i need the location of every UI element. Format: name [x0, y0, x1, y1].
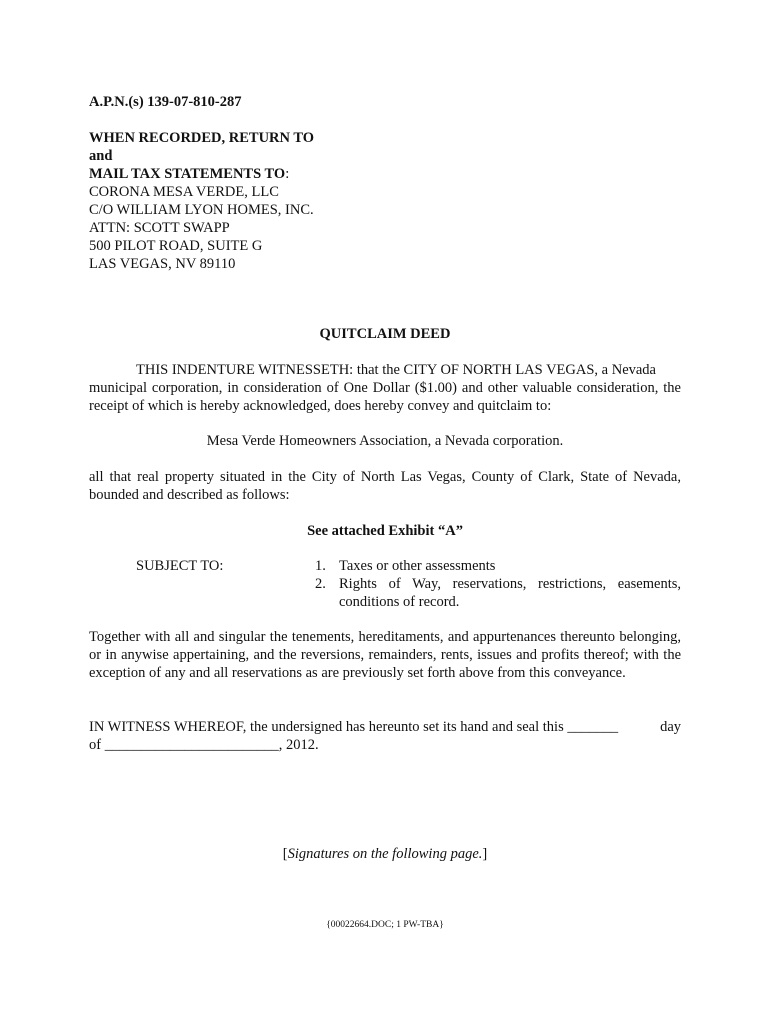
- mail-tax-heading-text: MAIL TAX STATEMENTS TO: [89, 166, 286, 182]
- return-heading: WHEN RECORDED, RETURN TO: [89, 130, 315, 146]
- signatures-note-text: Signatures on the following page.: [287, 846, 483, 862]
- subject-to-list: [315, 557, 681, 611]
- list-item-text: Taxes or other assessments: [339, 558, 496, 574]
- address-line: LAS VEGAS, NV 89110: [89, 256, 236, 272]
- witness-line-1-end: day: [660, 719, 681, 735]
- bracket-close: ]: [482, 846, 488, 862]
- grantee-line: Mesa Verde Homeowners Association, a Nevada corporation.: [206, 433, 564, 449]
- signatures-note: [89, 845, 681, 863]
- address-line: CORONA MESA VERDE, LLC: [89, 184, 279, 200]
- indenture-paragraph: [89, 361, 681, 415]
- list-item-number: 2.: [315, 576, 326, 592]
- return-and: and: [89, 148, 113, 164]
- exhibit-reference: See attached Exhibit “A”: [307, 523, 463, 539]
- property-paragraph: all that real property situated in the City of North Las Vegas, County of Clark, State of Nevada, bounded and described as follows:: [89, 469, 681, 503]
- document-footer: {00022664.DOC; 1 PW-TBA}: [326, 920, 444, 930]
- indenture-first-line: THIS INDENTURE WITNESSETH: that the CITY OF NORTH LAS VEGAS, a Nevada: [136, 362, 656, 378]
- list-item: [315, 557, 681, 575]
- witness-line-2: of ________________________, 2012.: [89, 737, 319, 753]
- appurtenances-paragraph: Together with all and singular the tenements, hereditaments, and appurtenances thereunto belonging, or in anywise appertaining, and the reversions, remainders, rents, issues and profits thereof; with the exception of any and all reservations as are previously set forth above from this conveyance.: [89, 629, 681, 681]
- witness-line-1: [89, 718, 681, 736]
- list-item-text: Rights of Way, reservations, restrictions, easements, conditions of record.: [339, 576, 681, 610]
- address-line: ATTN: SCOTT SWAPP: [89, 220, 230, 236]
- indenture-rest: municipal corporation, in consideration of One Dollar ($1.00) and other valuable consideration, the receipt of which is hereby acknowledged, does hereby convey and quitclaim to:: [89, 380, 681, 414]
- witness-paragraph: [89, 718, 681, 754]
- address-line: 500 PILOT ROAD, SUITE G: [89, 238, 263, 254]
- list-item: [315, 575, 681, 611]
- list-item-number: 1.: [315, 558, 326, 574]
- bracket-open: [: [282, 846, 288, 862]
- subject-to-label: SUBJECT TO:: [136, 558, 224, 574]
- document-title: QUITCLAIM DEED: [319, 326, 451, 342]
- witness-line-1-start: IN WITNESS WHEREOF, the undersigned has hereunto set its hand and seal this _______: [89, 719, 619, 735]
- mail-tax-colon: :: [285, 166, 290, 182]
- address-line: C/O WILLIAM LYON HOMES, INC.: [89, 202, 314, 218]
- apn-number: A.P.N.(s) 139-07-810-287: [89, 94, 242, 110]
- mail-tax-heading: [89, 165, 681, 183]
- return-to-block: [89, 129, 681, 273]
